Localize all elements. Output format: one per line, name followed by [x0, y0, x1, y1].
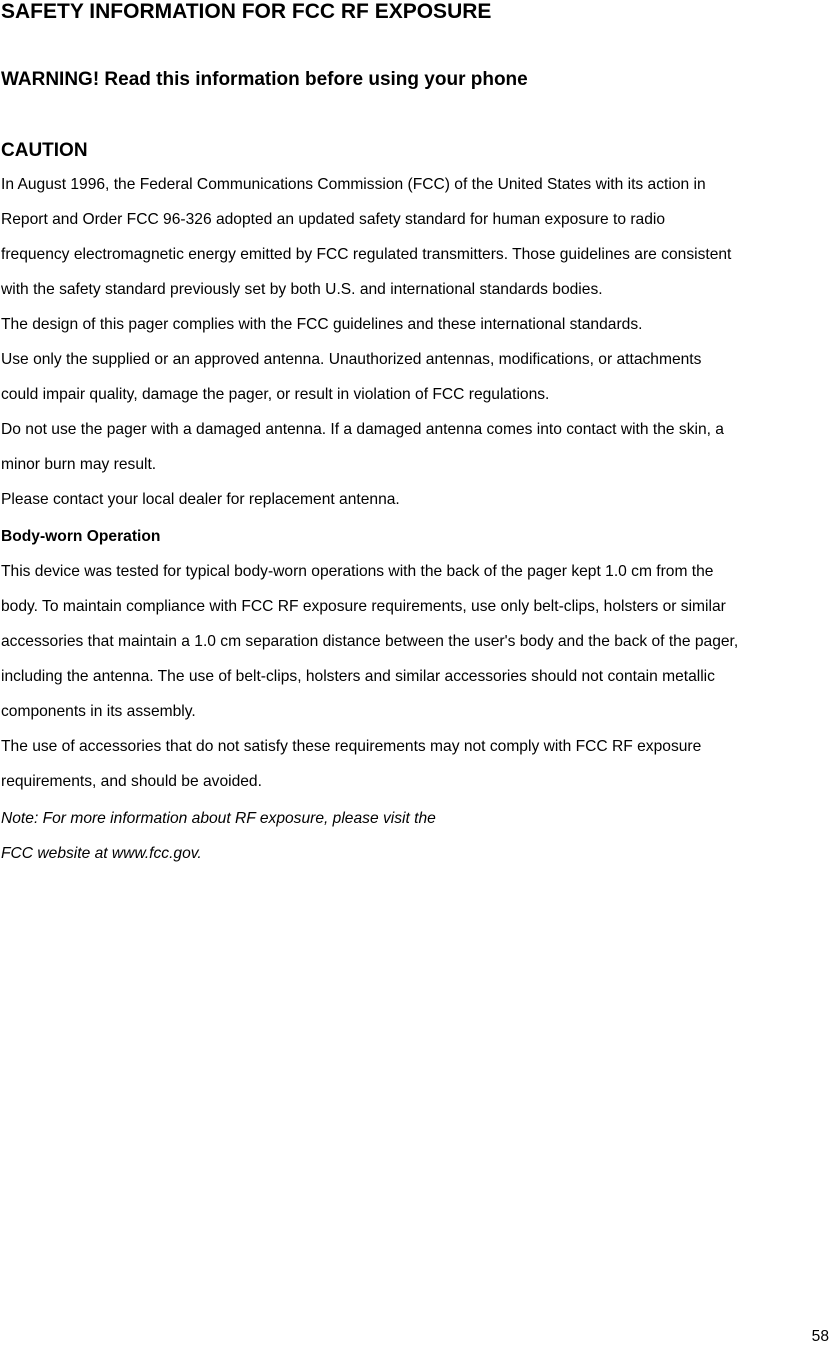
caution-text-line-10: Please contact your local dealer for replacement antenna.	[1, 491, 400, 508]
page-title: SAFETY INFORMATION FOR FCC RF EXPOSURE	[1, 0, 492, 23]
body-worn-text-line-7: requirements, and should be avoided.	[1, 773, 262, 790]
caution-text-line-1: In August 1996, the Federal Communications Commission (FCC) of the United States with its action in	[1, 176, 706, 193]
note-text-line-1: Note: For more information about RF exposure, please visit the	[1, 810, 436, 827]
caution-text-line-3: frequency electromagnetic energy emitted by FCC regulated transmitters. Those guidelines are consistent	[1, 246, 732, 263]
caution-text-line-7: could impair quality, damage the pager, or result in violation of FCC regulations.	[1, 386, 550, 403]
caution-text-line-8: Do not use the pager with a damaged antenna. If a damaged antenna comes into contact with the skin, a	[1, 421, 724, 438]
caution-heading: CAUTION	[1, 140, 88, 161]
body-worn-text-line-1: This device was tested for typical body-worn operations with the back of the pager kept 1.0 cm from the	[1, 563, 714, 580]
caution-text-line-2: Report and Order FCC 96-326 adopted an updated safety standard for human exposure to radio	[1, 211, 666, 228]
caution-text-line-4: with the safety standard previously set by both U.S. and international standards bodies.	[1, 281, 603, 298]
body-worn-text-line-5: components in its assembly.	[1, 703, 196, 720]
body-worn-text-line-3: accessories that maintain a 1.0 cm separation distance between the user's body and the back of the pager,	[1, 633, 739, 650]
caution-text-line-9: minor burn may result.	[1, 456, 157, 473]
note-text-line-2: FCC website at www.fcc.gov.	[1, 845, 202, 862]
page-number: 58	[811, 1328, 829, 1345]
body-worn-heading: Body-worn Operation	[1, 528, 161, 545]
body-worn-text-line-6: The use of accessories that do not satisfy these requirements may not comply with FCC RF exposure	[1, 738, 702, 755]
warning-heading: WARNING! Read this information before using your phone	[1, 69, 528, 90]
body-worn-text-line-2: body. To maintain compliance with FCC RF exposure requirements, use only belt-clips, holsters or similar	[1, 598, 726, 615]
caution-text-line-6: Use only the supplied or an approved antenna. Unauthorized antennas, modifications, or attachments	[1, 351, 702, 368]
caution-text-line-5: The design of this pager complies with the FCC guidelines and these international standards.	[1, 316, 643, 333]
body-worn-text-line-4: including the antenna. The use of belt-clips, holsters and similar accessories should not contain metallic	[1, 668, 715, 685]
